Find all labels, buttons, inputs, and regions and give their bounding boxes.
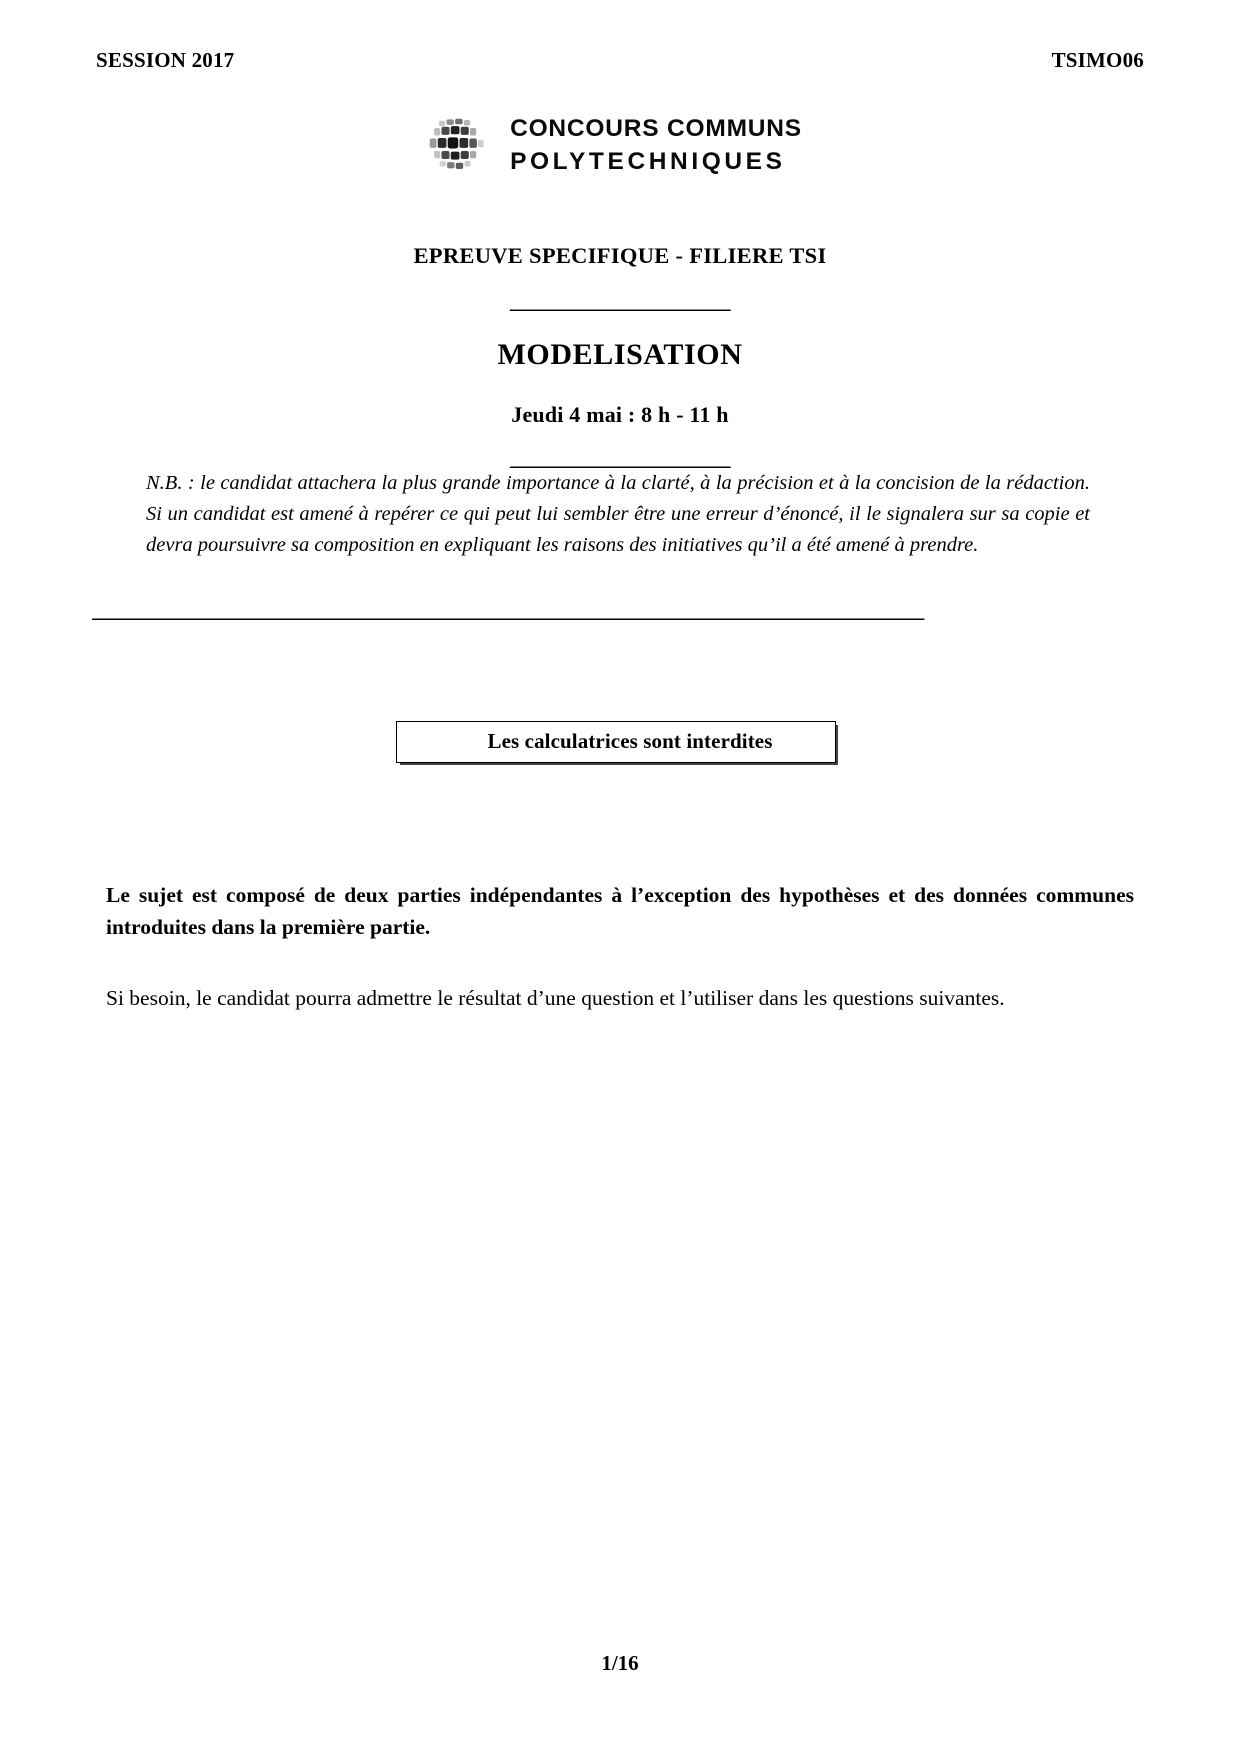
page-number: 1/16 [601, 1651, 639, 1675]
nb-notice: N.B. : le candidat attachera la plus grande importance à la clarté, à la précision et à la concision de la rédaction. Si un candidat est amené à repérer ce qui peut lui sembler être une erreur d’énoncé, il le signalera sur sa copie et devra poursuivre sa composition en expliquant les raisons des initiatives qu’il a été amené à prendre. [146, 472, 1090, 557]
subject-code: TSIMO06 [1051, 48, 1144, 72]
exam-schedule: Jeudi 4 mai : 8 h - 11 h [511, 402, 729, 427]
logo-line-2: POLYTECHNIQUES [510, 147, 786, 175]
logo-wordmark [510, 113, 802, 178]
logo-line-1: CONCOURS COMMUNS [510, 115, 802, 142]
page-title: MODELISATION [497, 338, 743, 371]
structure-instructions: Le sujet est composé de deux parties indépendantes à l’exception des hypothèses et des données communes introduites dans la première partie. [106, 883, 1134, 939]
heading-block [96, 243, 1144, 469]
running-head [96, 48, 1144, 73]
globe-grid-icon [426, 115, 488, 177]
admission-instructions: Si besoin, le candidat pourra admettre le résultat d’une question et l’utiliser dans les questions suivantes. [106, 986, 1005, 1010]
section-divider: ____________________________________________________________________________________ [92, 600, 924, 621]
calculator-notice-text: Les calculatrices sont interdites [487, 729, 773, 753]
separator-rule-bottom: ______________________ [510, 448, 730, 469]
calculator-notice-wrapper [0, 721, 1240, 763]
calculator-notice-box [396, 721, 836, 763]
organization-logo [0, 113, 1240, 178]
separator-rule-top: ______________________ [510, 291, 730, 312]
session-label: SESSION 2017 [96, 48, 235, 72]
exam-track-line: EPREUVE SPECIFIQUE - FILIERE TSI [413, 243, 827, 268]
